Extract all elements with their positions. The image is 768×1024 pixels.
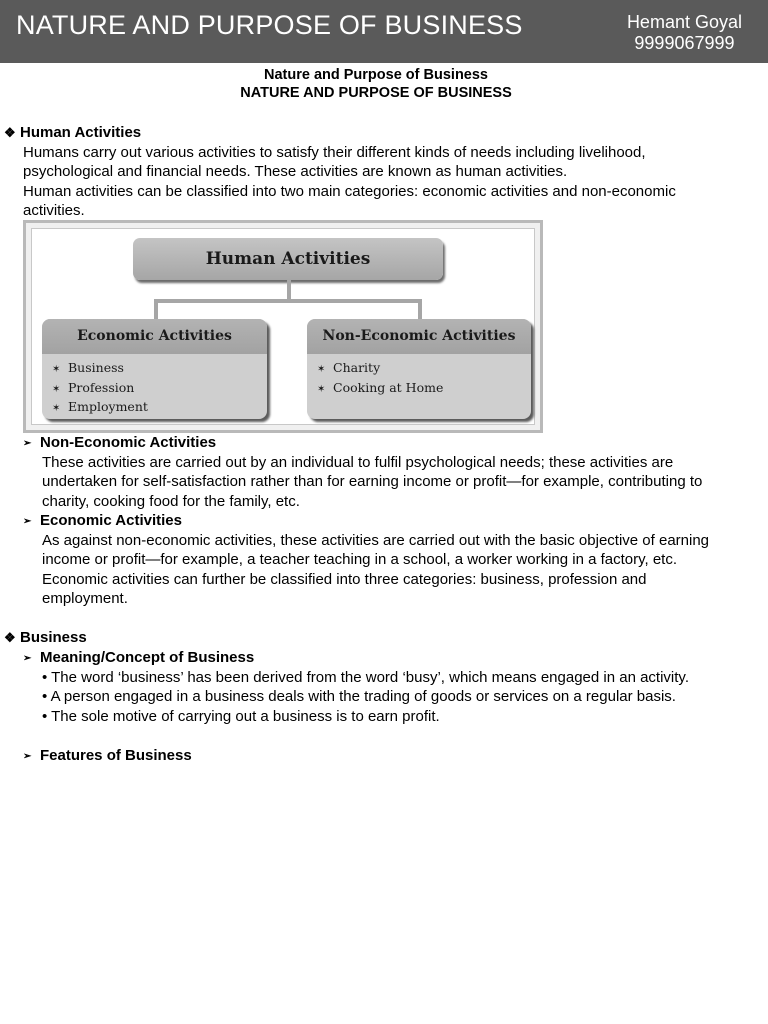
star-bullet-icon: ✶ (317, 364, 326, 375)
non-economic-activities-box-title: Non-Economic Activities (307, 319, 531, 354)
author-phone: 9999067999 (634, 33, 735, 53)
paragraph-line: As against non-economic activities, these activities are carried out with the basic objective of earning (42, 532, 710, 549)
list-item (52, 398, 267, 418)
subheading-meaning (23, 648, 254, 668)
section-heading-human-activities (4, 123, 141, 142)
economic-activities-box (42, 319, 267, 419)
economic-activities-box-title: Economic Activities (42, 319, 267, 354)
paragraph-line: employment. (42, 590, 128, 607)
paragraph-line: undertaken for self-satisfaction rather than for earning income or profit—for example, contributing to (42, 473, 703, 490)
list-item-label: Profession (68, 379, 135, 395)
paragraph-line: activities. (23, 202, 85, 219)
subheading-economic (23, 511, 182, 531)
meaning-heading: Meaning/Concept of Business (40, 649, 255, 666)
diagram-canvas (31, 228, 535, 425)
star-bullet-icon: ✶ (52, 403, 61, 414)
features-heading: Features of Business (40, 747, 192, 764)
list-item-label: Charity (333, 360, 381, 375)
list-item (52, 359, 267, 379)
bullet-point: • The word ‘business’ has been derived from the word ‘busy’, which means engaged in an activity. (42, 669, 689, 686)
diamond-bullet-icon: ❖ (4, 630, 16, 645)
list-item-label: Cooking at Home (333, 379, 444, 395)
author-info (627, 12, 742, 54)
business-heading: Business (20, 629, 87, 646)
diagram-root-box: Human Activities (133, 238, 443, 280)
list-item-label: Business (68, 360, 124, 375)
non-economic-activities-box (307, 319, 531, 419)
star-bullet-icon: ✶ (52, 364, 61, 375)
doc-title-line1: Nature and Purpose of Business (264, 67, 488, 83)
section-heading-business (4, 628, 87, 647)
connector-right-drop (418, 299, 422, 319)
paragraph-line: income or profit—for example, a teacher teaching in a school, a worker working in a factory, etc. (42, 551, 678, 568)
header-bar (0, 0, 768, 63)
paragraph-line: Human activities can be classified into two main categories: economic activities and non-economic (23, 183, 676, 200)
list-item (317, 359, 531, 379)
paragraph-line: Humans carry out various activities to satisfy their different kinds of needs including livelihood, (23, 144, 646, 161)
bullet-point: • A person engaged in a business deals with the trading of goods or services on a regular basis. (42, 688, 676, 705)
subheading-features (23, 746, 192, 766)
document-titles (0, 66, 752, 102)
connector-horizontal (154, 299, 422, 303)
subheading-non-economic (23, 433, 216, 453)
non-economic-activities-list (307, 359, 531, 398)
bullet-point: • The sole motive of carrying out a business is to earn profit. (42, 708, 440, 725)
list-item (317, 379, 531, 399)
arrow-bullet-icon: ➢ (23, 438, 32, 449)
doc-title-line2: NATURE AND PURPOSE OF BUSINESS (240, 85, 512, 101)
paragraph-line: These activities are carried out by an individual to fulfil psychological needs; these activities are (42, 454, 674, 471)
arrow-bullet-icon: ➢ (23, 751, 32, 762)
star-bullet-icon: ✶ (317, 383, 326, 395)
paragraph-line: psychological and financial needs. These activities are known as human activities. (23, 163, 568, 180)
arrow-bullet-icon: ➢ (23, 653, 32, 664)
connector-left-drop (154, 299, 158, 319)
arrow-bullet-icon: ➢ (23, 516, 32, 527)
list-item (52, 379, 267, 399)
non-economic-heading: Non-Economic Activities (40, 434, 217, 451)
economic-activities-list (42, 359, 267, 418)
author-name: Hemant Goyal (626, 12, 742, 32)
human-activities-heading: Human Activities (20, 124, 142, 141)
human-activities-diagram (23, 220, 543, 433)
list-item-label: Employment (68, 399, 148, 414)
diamond-bullet-icon: ❖ (4, 125, 16, 140)
paragraph-line: charity, cooking food for the family, etc. (42, 493, 300, 510)
paragraph-line: Economic activities can further be classified into three categories: business, profession and (42, 571, 647, 588)
header-title: NATURE AND PURPOSE OF BUSINESS (16, 10, 523, 40)
star-bullet-icon: ✶ (52, 383, 61, 395)
economic-heading: Economic Activities (40, 512, 182, 529)
